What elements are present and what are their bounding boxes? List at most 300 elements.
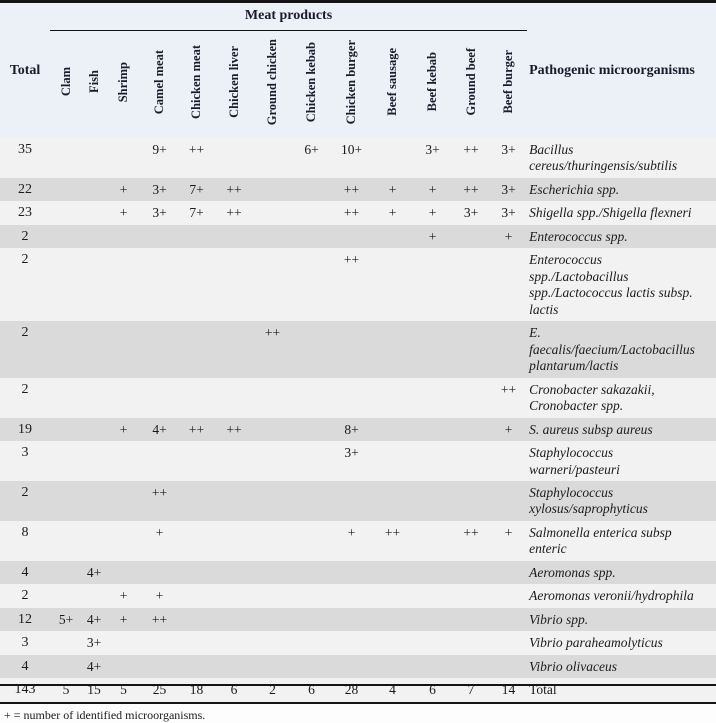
- value-cell: [253, 178, 292, 201]
- value-cell: [253, 608, 292, 631]
- table-body: [0, 138, 716, 703]
- row-total-cell: 4: [21, 564, 29, 580]
- value-cell: [253, 201, 292, 224]
- value-cell: 3+: [344, 445, 359, 461]
- product-header-ground-chicken: [253, 30, 292, 138]
- value-cell: +: [388, 181, 397, 197]
- value-cell: ++: [463, 142, 479, 157]
- row-total-cell: 22: [18, 181, 32, 197]
- value-cell: [82, 481, 106, 521]
- product-header-fish: [82, 30, 106, 138]
- value-cell: [372, 248, 413, 321]
- value-cell: [215, 521, 253, 561]
- table-row: [0, 321, 716, 377]
- value-cell: +: [428, 205, 437, 221]
- row-total-cell: 3: [21, 445, 29, 461]
- organism-cell: Cronobacter sakazakii, Cronobacter spp.: [529, 381, 655, 414]
- product-header-label: Ground beef: [463, 48, 478, 116]
- product-header-label: Beef kebab: [425, 52, 440, 112]
- value-cell: ++: [226, 421, 242, 437]
- value-cell: +: [119, 588, 128, 604]
- value-cell: [82, 321, 106, 377]
- value-cell: [50, 178, 82, 201]
- value-cell: [141, 655, 178, 678]
- value-cell: [82, 178, 106, 201]
- value-cell: [253, 631, 292, 654]
- value-cell: [413, 378, 452, 418]
- value-cell: [253, 225, 292, 248]
- table-row: [0, 481, 716, 521]
- value-cell: [372, 441, 413, 481]
- organism-cell: Enterococcus spp./Lactobacillus spp./Lactococcus lactis subsp. lactis: [529, 252, 693, 317]
- value-cell: [331, 561, 372, 584]
- value-cell: [50, 201, 82, 224]
- organism-cell: E. faecalis/faecium/Lactobacillus plantarum/lactis: [529, 325, 695, 374]
- value-cell: [141, 561, 178, 584]
- value-cell: +: [428, 228, 437, 244]
- value-cell: [331, 584, 372, 607]
- value-cell: +: [155, 524, 164, 540]
- value-cell: [452, 608, 490, 631]
- value-cell: [253, 584, 292, 607]
- value-cell: [253, 521, 292, 561]
- pathogen-column-header: Pathogenic microorganisms: [529, 62, 695, 78]
- value-cell: ++: [384, 524, 401, 540]
- product-header-label: Chicken burger: [344, 39, 359, 124]
- value-cell: ++: [264, 325, 281, 341]
- value-cell: [452, 321, 490, 377]
- product-header-camel-meat: [141, 30, 178, 138]
- total-row: [0, 678, 716, 702]
- organism-cell: Vibrio spp.: [529, 611, 589, 627]
- value-cell: [292, 178, 331, 201]
- value-cell: [141, 378, 178, 418]
- value-cell: [50, 584, 82, 607]
- product-header-chicken-burger: [331, 30, 372, 138]
- row-total-cell: 2: [21, 588, 29, 604]
- product-header-beef-kebab: [413, 30, 452, 138]
- row-total-cell: 2: [21, 325, 29, 341]
- value-cell: [292, 225, 331, 248]
- value-cell: [106, 561, 141, 584]
- value-cell: ++: [343, 181, 360, 197]
- product-header-label: Chicken kebab: [304, 41, 319, 122]
- value-cell: +: [504, 228, 513, 244]
- value-cell: [292, 201, 331, 224]
- value-cell: [106, 655, 141, 678]
- value-cell: 3+: [463, 205, 479, 221]
- total-column-header: Total: [9, 62, 41, 78]
- value-cell: [215, 441, 253, 481]
- value-cell: [331, 631, 372, 654]
- value-cell: 3+: [501, 205, 516, 221]
- value-cell: 18: [189, 682, 204, 698]
- value-cell: [50, 248, 82, 321]
- value-cell: +: [428, 181, 437, 197]
- value-cell: [50, 481, 82, 521]
- value-cell: [106, 321, 141, 377]
- bottom-rule: [0, 684, 716, 686]
- value-cell: [253, 418, 292, 441]
- value-cell: [178, 521, 215, 561]
- table-row: [0, 418, 716, 441]
- product-header-shrimp: [106, 30, 141, 138]
- value-cell: 6: [429, 682, 436, 698]
- value-cell: [452, 631, 490, 654]
- value-cell: [413, 248, 452, 321]
- value-cell: ++: [188, 421, 205, 437]
- value-cell: [82, 441, 106, 481]
- value-cell: [372, 608, 413, 631]
- value-cell: [490, 481, 527, 521]
- value-cell: [490, 441, 527, 481]
- value-cell: [292, 584, 331, 607]
- value-cell: [106, 225, 141, 248]
- value-cell: 5+: [58, 611, 74, 627]
- value-cell: [253, 378, 292, 418]
- value-cell: [178, 584, 215, 607]
- row-total-cell: 8: [21, 524, 29, 540]
- row-total-cell: 35: [18, 142, 32, 157]
- value-cell: 3+: [86, 635, 102, 651]
- value-cell: [50, 321, 82, 377]
- value-cell: 4+: [86, 611, 102, 627]
- value-cell: [50, 521, 82, 561]
- organism-cell: S. aureus subsp aureus: [529, 421, 653, 437]
- value-cell: +: [504, 421, 513, 437]
- value-cell: [413, 608, 452, 631]
- value-cell: 7+: [189, 181, 204, 197]
- value-cell: 4+: [86, 564, 102, 580]
- table-row: [0, 441, 716, 481]
- value-cell: [50, 418, 82, 441]
- value-cell: 7: [467, 682, 475, 698]
- table-row: [0, 655, 716, 678]
- value-cell: [50, 441, 82, 481]
- organism-cell: Aeromonas veronii/hydrophila: [529, 588, 694, 604]
- organism-cell: Staphylococcus xylosus/saprophyticus: [529, 484, 648, 517]
- value-cell: 8+: [344, 421, 359, 437]
- table-row: [0, 561, 716, 584]
- value-cell: ++: [151, 484, 168, 500]
- product-header-chicken-liver: [215, 30, 253, 138]
- table-header: [0, 3, 716, 138]
- value-cell: +: [504, 524, 513, 540]
- value-cell: [141, 248, 178, 321]
- value-cell: ++: [343, 205, 360, 221]
- row-total-cell: 2: [21, 381, 29, 397]
- value-cell: [490, 631, 527, 654]
- value-cell: [413, 631, 452, 654]
- value-cell: [452, 441, 490, 481]
- value-cell: [372, 225, 413, 248]
- value-cell: 4+: [86, 658, 102, 674]
- value-cell: [413, 481, 452, 521]
- value-cell: [292, 631, 331, 654]
- table-row: [0, 378, 716, 418]
- footnote: + = number of identified microorganisms.: [0, 704, 716, 723]
- value-cell: [372, 138, 413, 178]
- value-cell: [50, 631, 82, 654]
- value-cell: 6+: [304, 142, 319, 157]
- value-cell: ++: [343, 252, 360, 268]
- value-cell: [178, 248, 215, 321]
- row-total-cell: 4: [21, 658, 29, 674]
- value-cell: ++: [151, 611, 168, 627]
- value-cell: [292, 441, 331, 481]
- row-total-cell: 2: [21, 252, 29, 268]
- row-total-cell: 19: [18, 421, 32, 437]
- row-total-cell: 143: [14, 682, 36, 698]
- value-cell: [331, 481, 372, 521]
- value-cell: 25: [152, 682, 167, 698]
- value-cell: 3+: [152, 205, 167, 221]
- group-header-row: [0, 3, 716, 30]
- value-cell: [292, 655, 331, 678]
- product-header-ground-beef: [452, 30, 490, 138]
- value-cell: 4: [389, 682, 396, 698]
- value-cell: [331, 321, 372, 377]
- value-cell: [82, 521, 106, 561]
- value-cell: [452, 418, 490, 441]
- organism-cell: Staphylococcus warneri/pasteuri: [529, 445, 620, 477]
- value-cell: [490, 655, 527, 678]
- value-cell: [215, 138, 253, 178]
- product-header-label: Beef sausage: [385, 47, 400, 116]
- value-cell: [82, 378, 106, 418]
- value-cell: [215, 225, 253, 248]
- value-cell: [490, 248, 527, 321]
- value-cell: [141, 631, 178, 654]
- organism-cell: Vibrio olivaceus: [529, 658, 617, 674]
- value-cell: [413, 321, 452, 377]
- product-header-chicken-meat: [178, 30, 215, 138]
- product-header-label: Camel meat: [152, 49, 167, 114]
- value-cell: [253, 441, 292, 481]
- pathogen-table: [0, 3, 716, 704]
- value-cell: [253, 481, 292, 521]
- value-cell: [178, 608, 215, 631]
- row-total-cell: 2: [21, 228, 29, 244]
- value-cell: ++: [500, 381, 517, 397]
- product-header-clam: [50, 30, 82, 138]
- value-cell: [292, 608, 331, 631]
- value-cell: [452, 248, 490, 321]
- value-cell: [215, 248, 253, 321]
- table-row: [0, 584, 716, 607]
- value-cell: [215, 378, 253, 418]
- value-cell: [490, 321, 527, 377]
- value-cell: [413, 521, 452, 561]
- value-cell: [106, 521, 141, 561]
- value-cell: [372, 418, 413, 441]
- value-cell: [292, 321, 331, 377]
- value-cell: [292, 521, 331, 561]
- table-row: [0, 631, 716, 654]
- value-cell: 3+: [152, 181, 167, 197]
- value-cell: [82, 225, 106, 248]
- value-cell: [82, 248, 106, 321]
- value-cell: [292, 481, 331, 521]
- value-cell: [106, 248, 141, 321]
- value-cell: [50, 655, 82, 678]
- value-cell: [215, 655, 253, 678]
- value-cell: 6: [308, 682, 315, 698]
- value-cell: [215, 321, 253, 377]
- value-cell: [141, 225, 178, 248]
- value-cell: 5: [120, 682, 127, 698]
- value-cell: [106, 138, 141, 178]
- value-cell: [253, 248, 292, 321]
- value-cell: ++: [463, 524, 479, 540]
- row-total-cell: 23: [18, 205, 32, 221]
- value-cell: 14: [501, 682, 516, 698]
- product-header-beef-burger: [490, 30, 527, 138]
- table-row: [0, 608, 716, 631]
- value-cell: 28: [344, 682, 359, 698]
- value-cell: 6: [230, 682, 238, 698]
- value-cell: [50, 138, 82, 178]
- value-cell: [82, 418, 106, 441]
- value-cell: [106, 441, 141, 481]
- value-cell: [50, 378, 82, 418]
- value-cell: [106, 378, 141, 418]
- value-cell: [372, 321, 413, 377]
- organism-cell: Shigella spp./Shigella flexneri: [529, 205, 692, 221]
- product-header-beef-sausage: [372, 30, 413, 138]
- product-header-label: Beef burger: [501, 49, 516, 114]
- value-cell: [372, 584, 413, 607]
- value-cell: [215, 631, 253, 654]
- value-cell: [253, 655, 292, 678]
- organism-cell: Aeromonas spp.: [529, 564, 616, 580]
- value-cell: [372, 655, 413, 678]
- value-cell: [82, 138, 106, 178]
- value-cell: 3+: [501, 142, 516, 157]
- value-cell: 15: [87, 682, 101, 698]
- value-cell: [490, 561, 527, 584]
- value-cell: [452, 225, 490, 248]
- value-cell: [413, 655, 452, 678]
- value-cell: [253, 138, 292, 178]
- value-cell: [331, 225, 372, 248]
- value-cell: [178, 655, 215, 678]
- value-cell: [372, 561, 413, 584]
- value-cell: [452, 655, 490, 678]
- product-header-label: Chicken liver: [226, 45, 241, 118]
- row-total-cell: 2: [21, 484, 29, 500]
- row-total-cell: 12: [18, 611, 32, 627]
- product-header-chicken-kebab: [292, 30, 331, 138]
- value-cell: [178, 225, 215, 248]
- organism-cell: Salmonella enterica subsp enteric: [529, 524, 672, 557]
- value-cell: +: [119, 611, 128, 627]
- value-cell: +: [388, 205, 397, 221]
- value-cell: [141, 441, 178, 481]
- value-cell: [215, 561, 253, 584]
- value-cell: [215, 608, 253, 631]
- value-cell: ++: [188, 142, 205, 157]
- value-cell: 4+: [152, 421, 167, 437]
- table-row: [0, 521, 716, 561]
- value-cell: 9+: [152, 142, 167, 157]
- table-row: [0, 225, 716, 248]
- organism-cell: Enterococcus spp.: [529, 228, 628, 244]
- value-cell: [413, 418, 452, 441]
- value-cell: ++: [226, 205, 242, 221]
- organism-cell: Escherichia spp.: [529, 181, 620, 197]
- value-cell: 3+: [425, 142, 440, 157]
- value-cell: [50, 561, 82, 584]
- value-cell: [331, 378, 372, 418]
- value-cell: [292, 378, 331, 418]
- value-cell: [82, 584, 106, 607]
- value-cell: [253, 561, 292, 584]
- value-cell: [178, 561, 215, 584]
- value-cell: [50, 225, 82, 248]
- value-cell: [292, 561, 331, 584]
- table-row: [0, 138, 716, 178]
- value-cell: [372, 378, 413, 418]
- value-cell: [452, 561, 490, 584]
- value-cell: 3+: [501, 181, 516, 197]
- row-total-cell: 3: [21, 635, 29, 651]
- organism-cell: Bacillus cereus/thuringensis/subtilis: [529, 142, 678, 174]
- table-row: [0, 248, 716, 321]
- value-cell: [372, 631, 413, 654]
- value-cell: [452, 378, 490, 418]
- value-cell: 7+: [189, 205, 204, 221]
- value-cell: +: [119, 181, 128, 197]
- value-cell: [292, 248, 331, 321]
- value-cell: [452, 584, 490, 607]
- value-cell: +: [119, 421, 128, 437]
- value-cell: +: [347, 524, 356, 540]
- value-cell: 5: [62, 682, 70, 698]
- value-cell: [178, 631, 215, 654]
- value-cell: [178, 378, 215, 418]
- value-cell: [106, 481, 141, 521]
- value-cell: [178, 481, 215, 521]
- value-cell: [413, 584, 452, 607]
- value-cell: [82, 201, 106, 224]
- product-header-label: Chicken meat: [189, 44, 204, 119]
- organism-cell: Vibrio paraheamolyticus: [529, 635, 663, 651]
- value-cell: +: [155, 588, 164, 604]
- value-cell: [413, 441, 452, 481]
- value-cell: [215, 584, 253, 607]
- value-cell: [490, 584, 527, 607]
- product-header-label: Clam: [58, 67, 73, 97]
- table-row: [0, 201, 716, 224]
- value-cell: [178, 321, 215, 377]
- meat-products-group-header: Meat products: [50, 3, 527, 30]
- value-cell: +: [119, 205, 128, 221]
- value-cell: [215, 481, 253, 521]
- product-header-label: Shrimp: [116, 61, 131, 102]
- value-cell: ++: [463, 181, 479, 197]
- organism-cell: Total: [529, 682, 557, 698]
- table-row: [0, 178, 716, 201]
- value-cell: [331, 608, 372, 631]
- value-cell: 10+: [340, 142, 363, 157]
- value-cell: [372, 481, 413, 521]
- value-cell: 2: [269, 682, 276, 698]
- product-header-label: Fish: [86, 70, 101, 94]
- value-cell: ++: [226, 181, 242, 197]
- value-cell: [141, 321, 178, 377]
- product-header-label: Ground chicken: [265, 38, 280, 125]
